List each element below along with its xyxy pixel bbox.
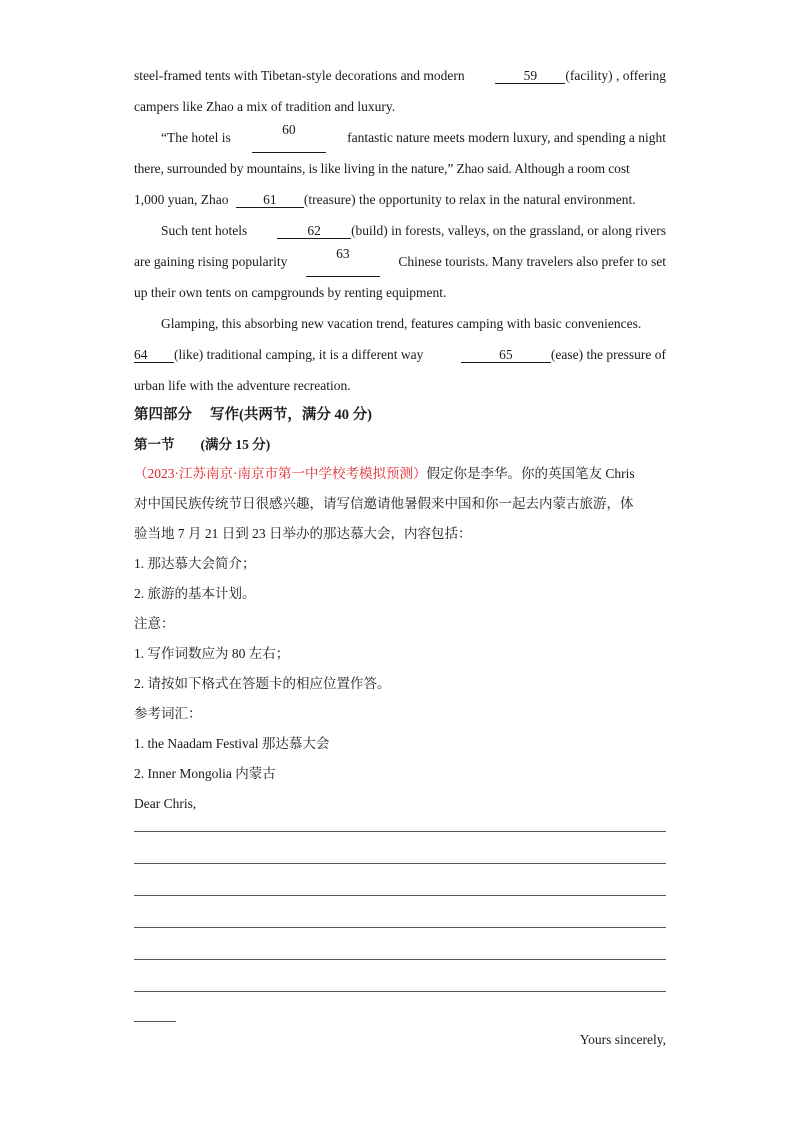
- writing-line[interactable]: [134, 832, 666, 864]
- letter-salutation: Dear Chris,: [134, 796, 197, 811]
- writing-line[interactable]: [134, 960, 666, 992]
- writing-line-short[interactable]: [134, 992, 176, 1022]
- vocab-label: 参考词汇：: [134, 706, 202, 721]
- writing-line[interactable]: [134, 928, 666, 960]
- writing-line[interactable]: [134, 819, 666, 832]
- passage-text: fantastic nature meets modern luxury, and spending a night: [347, 130, 666, 145]
- blank-63: 63: [306, 246, 380, 277]
- passage-line: [134, 215, 666, 246]
- part-heading: [134, 401, 666, 430]
- task-prompt-line: [134, 459, 666, 489]
- passage-line: [134, 246, 666, 277]
- passage-text: are gaining rising popularity: [134, 254, 288, 269]
- vocab-item: 1. the Naadam Festival 那达慕大会: [134, 736, 330, 751]
- blank-60: 60: [252, 122, 326, 153]
- passage-line: [134, 153, 666, 184]
- blank-65: 65: [461, 347, 551, 363]
- question-source: （2023·江苏南京·南京市第一中学校考模拟预测）: [134, 466, 427, 481]
- task-prompt-line: 验当地 7 月 21 日到 23 日举办的那达慕大会，内容包括：: [134, 526, 472, 541]
- section-title: 第一节: [134, 437, 175, 452]
- document-page: [134, 60, 666, 1054]
- content-item: 2. 旅游的基本计划。: [134, 586, 256, 601]
- passage-line: up their own tents on campgrounds by renting equipment.: [134, 285, 447, 300]
- letter-closing: Yours sincerely,: [579, 1032, 666, 1047]
- part-title: 第四部分: [134, 407, 192, 423]
- passage-text: steel-framed tents with Tibetan-style decorations and modern: [134, 68, 465, 83]
- passage-text: there, surrounded by mountains, is like living in the nature,” Zhao said. Although a room cost: [134, 161, 630, 176]
- passage-line: [134, 339, 666, 370]
- passage-line: [134, 60, 666, 91]
- section-heading: [134, 430, 666, 459]
- passage-text: (facility) , offering: [565, 68, 666, 83]
- section-score: (满分 15 分): [200, 437, 271, 452]
- blank-59: 59: [495, 68, 565, 84]
- passage-text: 1,000 yuan, Zhao: [134, 192, 229, 207]
- blank-61: 61: [236, 192, 304, 208]
- passage-text: (build) in forests, valleys, on the grassland, or along rivers: [351, 223, 666, 238]
- passage-line: campers like Zhao a mix of tradition and luxury.: [134, 99, 396, 114]
- passage-text: “The hotel is: [161, 130, 231, 145]
- passage-text: (ease) the pressure of: [550, 347, 666, 362]
- passage-text: (treasure) the opportunity to relax in the natural environment.: [303, 192, 636, 207]
- passage-line: [134, 122, 666, 153]
- note-item: 2. 请按如下格式在答题卡的相应位置作答。: [134, 676, 391, 691]
- note-item: 1. 写作词数应为 80 左右；: [134, 646, 290, 661]
- passage-text: (like) traditional camping, it is a different way: [174, 347, 424, 362]
- writing-line[interactable]: [134, 896, 666, 928]
- writing-line[interactable]: [134, 864, 666, 896]
- blank-62: 62: [277, 223, 351, 239]
- content-item: 1. 那达慕大会简介；: [134, 556, 256, 571]
- passage-text: Such tent hotels: [161, 223, 248, 238]
- vocab-item: 2. Inner Mongolia 内蒙古: [134, 766, 276, 781]
- blank-64: 64: [134, 347, 174, 363]
- note-label: 注意：: [134, 616, 175, 631]
- passage-line: urban life with the adventure recreation.: [134, 378, 351, 393]
- passage-line: Glamping, this absorbing new vacation trend, features camping with basic conveniences.: [161, 316, 642, 331]
- passage-line: [134, 184, 666, 215]
- part-subtitle: 写作(共两节，满分 40 分): [210, 407, 372, 423]
- task-prompt-line: 对中国民族传统节日很感兴趣，请写信邀请他暑假来中国和你一起去内蒙古旅游，体: [134, 496, 634, 511]
- passage-text: Chinese tourists. Many travelers also prefer to set: [398, 254, 666, 269]
- prompt-text: 假定你是李华。你的英国笔友 Chris: [426, 466, 635, 481]
